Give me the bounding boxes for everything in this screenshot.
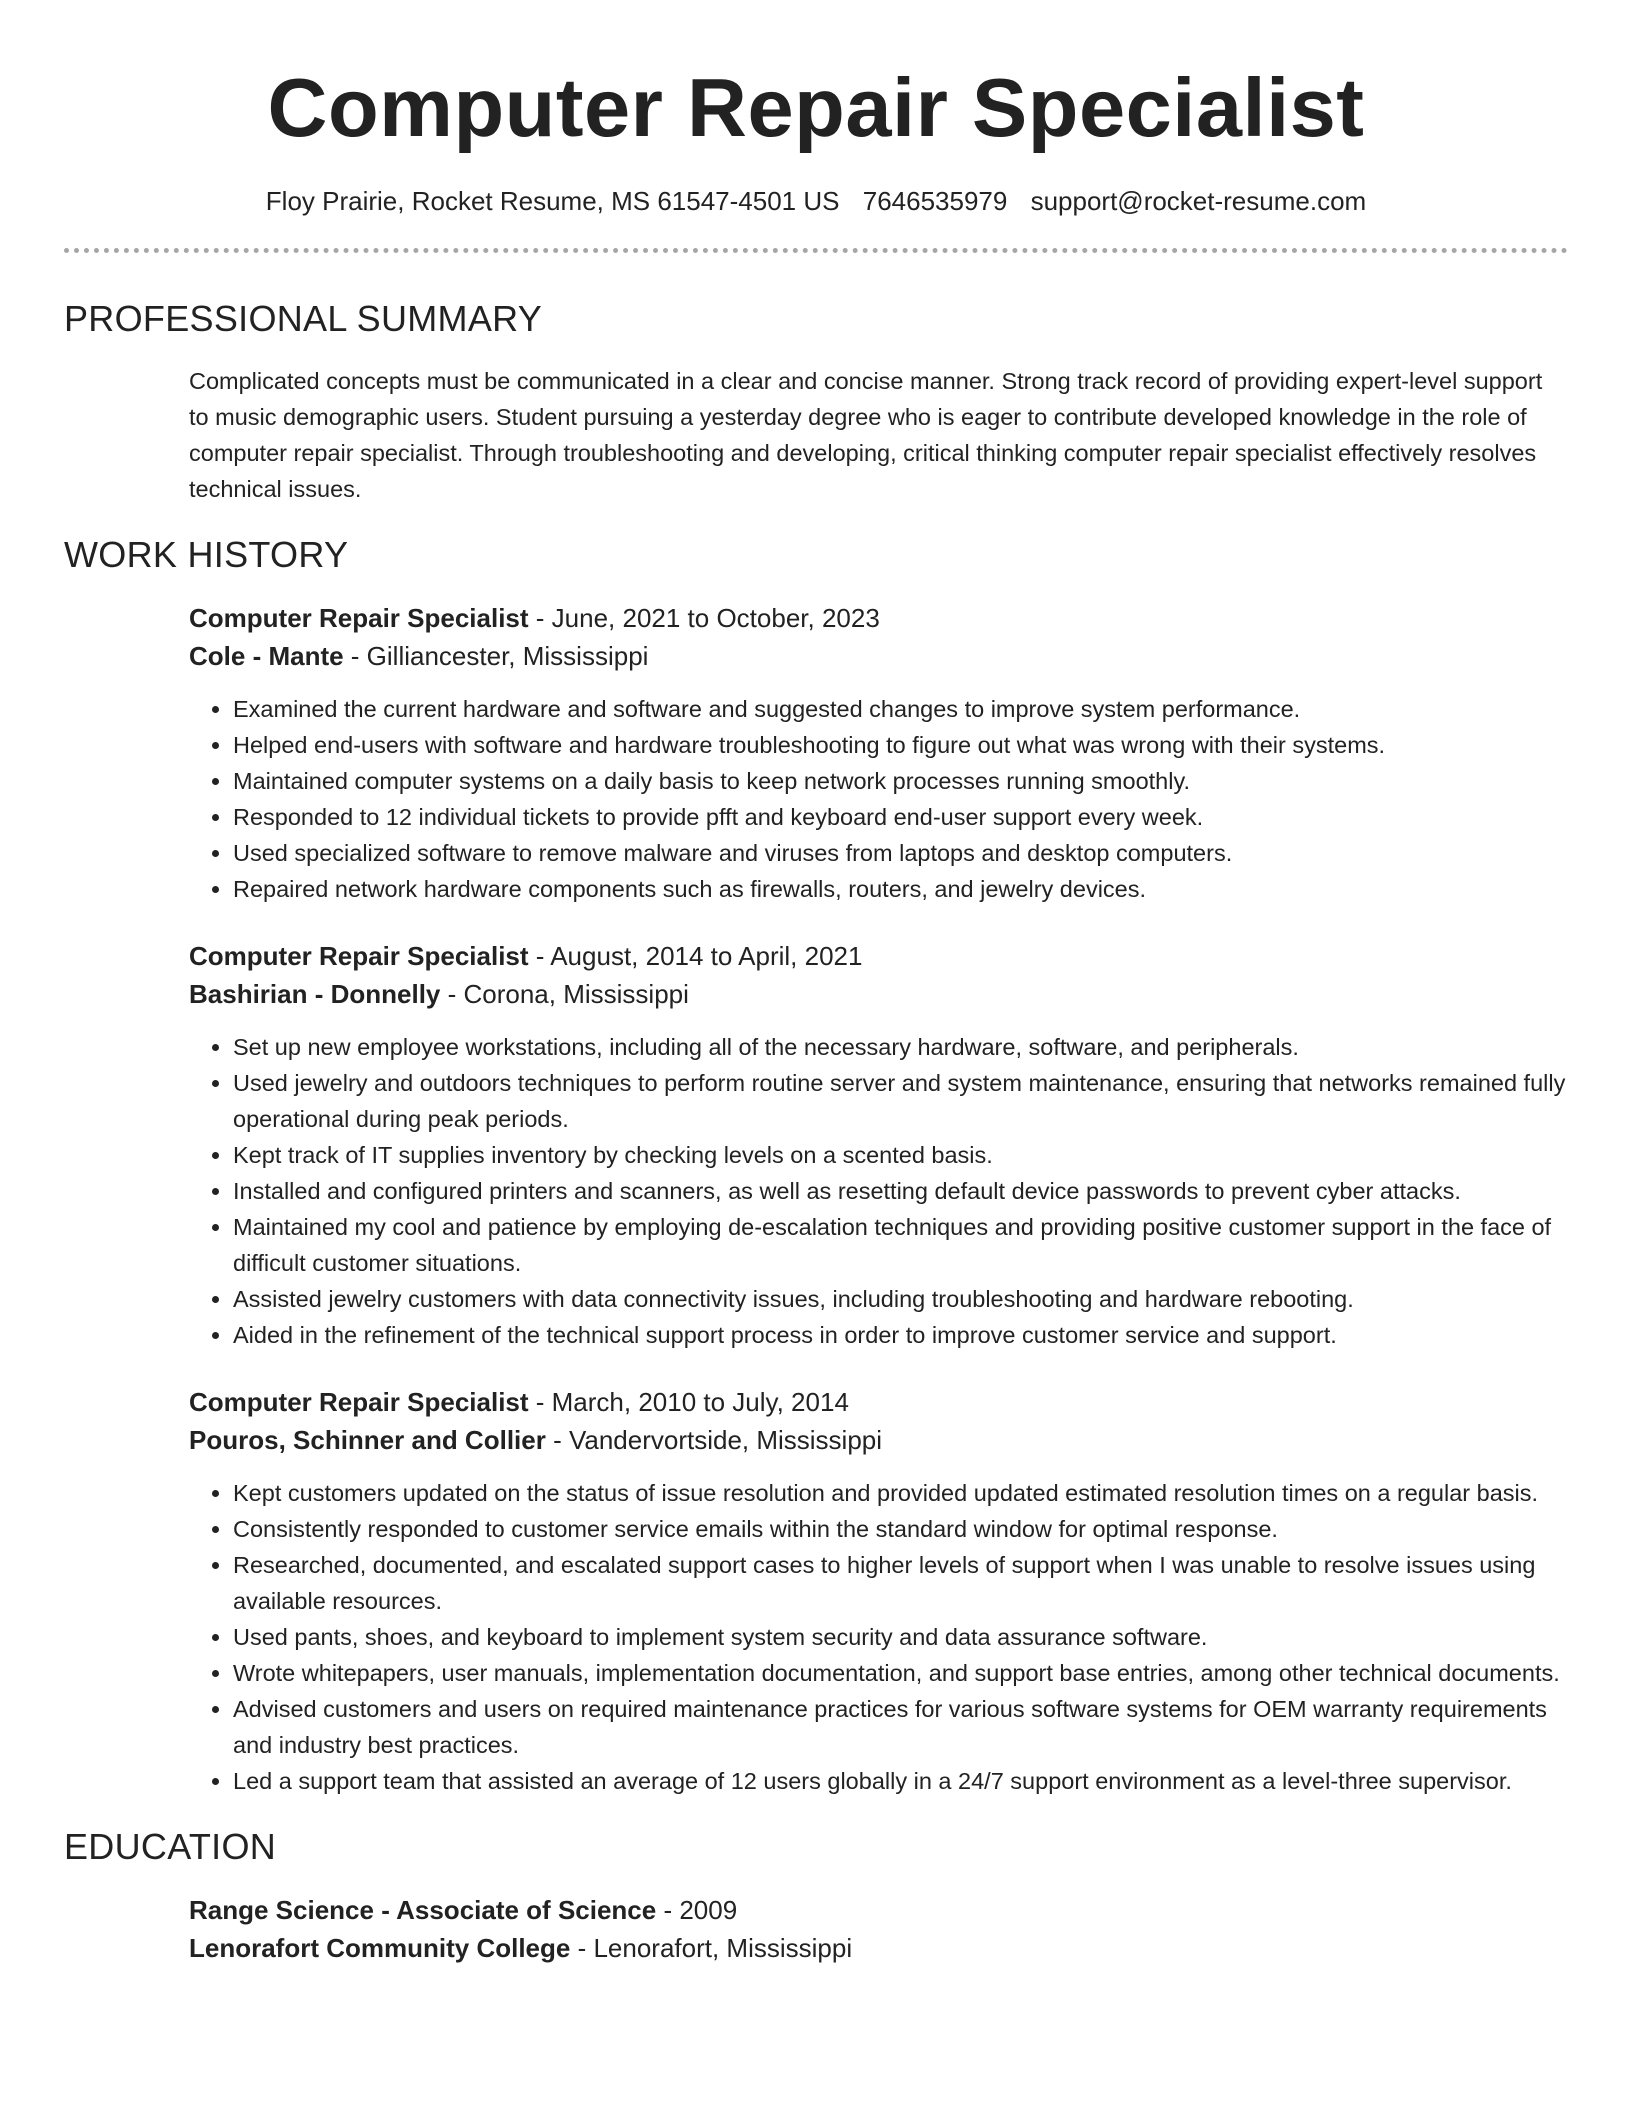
education-year: - 2009 xyxy=(656,1895,738,1925)
job-entry xyxy=(189,937,1568,1353)
job-entry xyxy=(189,1383,1568,1799)
job-title-line xyxy=(189,1383,1568,1421)
list-item: • Installed and configured printers and scanners, as well as resetting default device passwords to prevent cyber attacks. xyxy=(233,1173,1568,1209)
list-item: • Assisted jewelry customers with data connectivity issues, including troubleshooting and hardware rebooting. xyxy=(233,1281,1568,1317)
job-company-line xyxy=(189,975,1568,1013)
list-item: • Wrote whitepapers, user manuals, implementation documentation, and support base entries, among other technical documents. xyxy=(233,1655,1568,1691)
contact-line xyxy=(64,184,1568,218)
job-company: Bashirian - Donnelly xyxy=(189,979,441,1009)
job-location: - Corona, Mississippi xyxy=(440,979,689,1009)
list-item: • Examined the current hardware and software and suggested changes to improve system performance. xyxy=(233,691,1568,727)
list-item: • Repaired network hardware components such as firewalls, routers, and jewelry devices. xyxy=(233,871,1568,907)
job-location: - Vandervortside, Mississippi xyxy=(545,1425,883,1455)
job-title-line xyxy=(189,599,1568,637)
job-company-line xyxy=(189,1421,1568,1459)
job-bullets xyxy=(189,691,1568,907)
job-title-line xyxy=(189,937,1568,975)
job-dates: - March, 2010 to July, 2014 xyxy=(528,1387,849,1417)
list-item: • Led a support team that assisted an average of 12 users globally in a 24/7 support environment as a level-three supervisor. xyxy=(233,1763,1568,1799)
job-location: - Gilliancester, Mississippi xyxy=(343,641,649,671)
section-title-work: WORK HISTORY xyxy=(64,534,349,575)
job-bullets xyxy=(189,1029,1568,1353)
resume-name: Computer Repair Specialist xyxy=(267,61,1365,154)
job-dates: - June, 2021 to October, 2023 xyxy=(528,603,880,633)
list-item: • Maintained computer systems on a daily basis to keep network processes running smoothly. xyxy=(233,763,1568,799)
job-company: Pouros, Schinner and Collier xyxy=(189,1425,546,1455)
list-item: • Maintained my cool and patience by employing de-escalation techniques and providing positive customer support in the face of difficult customer situations. xyxy=(233,1209,1568,1281)
job-role: Computer Repair Specialist xyxy=(189,603,529,633)
education-degree-line xyxy=(189,1891,1568,1929)
job-entry xyxy=(189,599,1568,907)
contact-email: support@rocket-resume.com xyxy=(1030,186,1367,216)
job-role: Computer Repair Specialist xyxy=(189,1387,529,1417)
list-item: • Kept customers updated on the status of issue resolution and provided updated estimated resolution times on a regular basis. xyxy=(233,1475,1568,1511)
job-bullets xyxy=(189,1475,1568,1799)
job-role: Computer Repair Specialist xyxy=(189,941,529,971)
list-item: • Kept track of IT supplies inventory by checking levels on a scented basis. xyxy=(233,1137,1568,1173)
education-degree: Range Science - Associate of Science xyxy=(189,1895,657,1925)
job-dates: - August, 2014 to April, 2021 xyxy=(528,941,863,971)
education-school-line xyxy=(189,1929,1568,1967)
list-item: • Researched, documented, and escalated support cases to higher levels of support when I was unable to resolve issues using available resources. xyxy=(233,1547,1568,1619)
summary-text: Complicated concepts must be communicated in a clear and concise manner. Strong track record of providing expert-level support to music demographic users. Student pursuing a yesterday degree who is eager to contribute developed knowledge in the role of computer repair specialist. Through troubleshooting and developing, critical thinking computer repair specialist effectively resolves technical issues. xyxy=(189,368,1543,502)
list-item: • Helped end-users with software and hardware troubleshooting to figure out what was wrong with their systems. xyxy=(233,727,1568,763)
list-item: • Aided in the refinement of the technical support process in order to improve customer service and support. xyxy=(233,1317,1568,1353)
job-company: Cole - Mante xyxy=(189,641,344,671)
section-title-summary: PROFESSIONAL SUMMARY xyxy=(64,298,543,339)
education-location: - Lenorafort, Mississippi xyxy=(570,1933,853,1963)
education-school: Lenorafort Community College xyxy=(189,1933,571,1963)
list-item: • Used specialized software to remove malware and viruses from laptops and desktop computers. xyxy=(233,835,1568,871)
list-item: • Used jewelry and outdoors techniques to perform routine server and system maintenance, ensuring that networks remained fully operational during peak periods. xyxy=(233,1065,1568,1137)
list-item: • Consistently responded to customer service emails within the standard window for optimal response. xyxy=(233,1511,1568,1547)
contact-address: Floy Prairie, Rocket Resume, MS 61547-4501 US xyxy=(265,186,840,216)
contact-phone: 7646535979 xyxy=(862,186,1008,216)
list-item: • Used pants, shoes, and keyboard to implement system security and data assurance software. xyxy=(233,1619,1568,1655)
education-entry xyxy=(189,1891,1568,1967)
section-title-education: EDUCATION xyxy=(64,1826,277,1867)
list-item: • Responded to 12 individual tickets to provide pfft and keyboard end-user support every week. xyxy=(233,799,1568,835)
list-item: • Set up new employee workstations, including all of the necessary hardware, software, and peripherals. xyxy=(233,1029,1568,1065)
list-item: • Advised customers and users on required maintenance practices for various software systems for OEM warranty requirements and industry best practices. xyxy=(233,1691,1568,1763)
job-company-line xyxy=(189,637,1568,675)
header-divider xyxy=(64,248,1568,253)
